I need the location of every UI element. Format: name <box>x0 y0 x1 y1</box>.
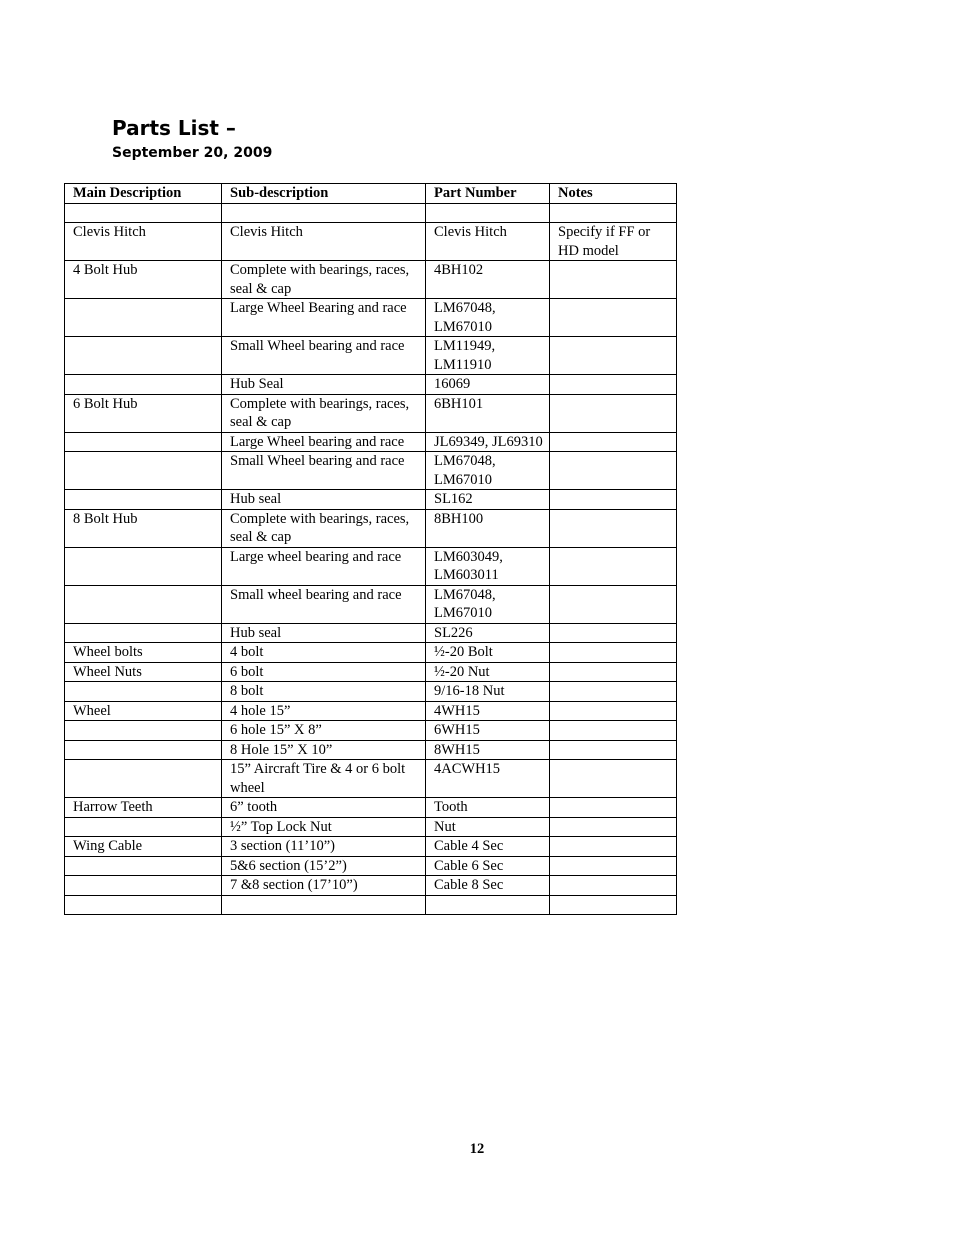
cell-notes <box>550 203 677 223</box>
cell-notes <box>550 375 677 395</box>
cell-sub-description: Complete with bearings, races, seal & cap <box>222 509 426 547</box>
cell-part-number: 4BH102 <box>426 261 550 299</box>
cell-main-description: Clevis Hitch <box>65 223 222 261</box>
table-header-row <box>65 184 677 204</box>
cell-part-number: 9/16-18 Nut <box>426 682 550 702</box>
cell-main-description <box>65 337 222 375</box>
table-row <box>65 798 677 818</box>
table-row <box>65 682 677 702</box>
cell-notes <box>550 798 677 818</box>
cell-main-description <box>65 817 222 837</box>
table-row <box>65 721 677 741</box>
cell-sub-description: Small Wheel bearing and race <box>222 452 426 490</box>
cell-notes <box>550 547 677 585</box>
cell-part-number: JL69349, JL69310 <box>426 432 550 452</box>
cell-part-number: ½-20 Nut <box>426 662 550 682</box>
table-row <box>65 452 677 490</box>
cell-main-description <box>65 452 222 490</box>
table-row <box>65 432 677 452</box>
cell-main-description <box>65 623 222 643</box>
cell-notes <box>550 643 677 663</box>
header-main-description: Main Description <box>65 184 222 204</box>
page-date: September 20, 2009 <box>112 145 273 161</box>
cell-notes: Specify if FF or HD model <box>550 223 677 261</box>
cell-part-number: 4WH15 <box>426 701 550 721</box>
table-row <box>65 876 677 896</box>
cell-sub-description: Large Wheel Bearing and race <box>222 299 426 337</box>
cell-notes <box>550 740 677 760</box>
cell-notes <box>550 261 677 299</box>
cell-main-description <box>65 299 222 337</box>
cell-main-description: 8 Bolt Hub <box>65 509 222 547</box>
table-row <box>65 643 677 663</box>
cell-sub-description: Hub Seal <box>222 375 426 395</box>
cell-notes <box>550 895 677 915</box>
page-number: 12 <box>469 1141 485 1157</box>
cell-sub-description: Hub seal <box>222 490 426 510</box>
cell-part-number: ½-20 Bolt <box>426 643 550 663</box>
cell-main-description <box>65 375 222 395</box>
cell-sub-description: 6” tooth <box>222 798 426 818</box>
cell-sub-description: 4 bolt <box>222 643 426 663</box>
parts-table <box>64 183 677 915</box>
cell-sub-description: 6 hole 15” X 8” <box>222 721 426 741</box>
cell-notes <box>550 299 677 337</box>
cell-main-description: Wing Cable <box>65 837 222 857</box>
cell-notes <box>550 760 677 798</box>
cell-main-description <box>65 547 222 585</box>
cell-part-number: 8BH100 <box>426 509 550 547</box>
cell-main-description <box>65 856 222 876</box>
cell-part-number: Cable 6 Sec <box>426 856 550 876</box>
cell-part-number: Cable 4 Sec <box>426 837 550 857</box>
cell-part-number: 16069 <box>426 375 550 395</box>
cell-part-number: LM67048, LM67010 <box>426 585 550 623</box>
cell-part-number <box>426 203 550 223</box>
cell-part-number: SL226 <box>426 623 550 643</box>
cell-main-description <box>65 760 222 798</box>
cell-notes <box>550 856 677 876</box>
cell-notes <box>550 701 677 721</box>
cell-notes <box>550 721 677 741</box>
cell-notes <box>550 432 677 452</box>
header-part-number: Part Number <box>426 184 550 204</box>
table-row <box>65 261 677 299</box>
table-row <box>65 740 677 760</box>
cell-part-number: LM11949, LM11910 <box>426 337 550 375</box>
table-row <box>65 662 677 682</box>
cell-sub-description: 6 bolt <box>222 662 426 682</box>
cell-part-number: LM67048, LM67010 <box>426 299 550 337</box>
table-row <box>65 394 677 432</box>
cell-sub-description: 3 section (11’10”) <box>222 837 426 857</box>
cell-sub-description: Small wheel bearing and race <box>222 585 426 623</box>
cell-part-number: LM67048, LM67010 <box>426 452 550 490</box>
cell-notes <box>550 837 677 857</box>
table-row <box>65 547 677 585</box>
cell-main-description: 4 Bolt Hub <box>65 261 222 299</box>
cell-notes <box>550 623 677 643</box>
cell-main-description <box>65 585 222 623</box>
table-row <box>65 837 677 857</box>
table-row <box>65 856 677 876</box>
cell-notes <box>550 394 677 432</box>
cell-sub-description: Complete with bearings, races, seal & cap <box>222 394 426 432</box>
cell-main-description: Wheel Nuts <box>65 662 222 682</box>
cell-sub-description: Complete with bearings, races, seal & cap <box>222 261 426 299</box>
cell-part-number: 6BH101 <box>426 394 550 432</box>
cell-main-description <box>65 876 222 896</box>
table-row <box>65 490 677 510</box>
cell-part-number <box>426 895 550 915</box>
table-body <box>65 203 677 915</box>
cell-sub-description: Hub seal <box>222 623 426 643</box>
header-notes: Notes <box>550 184 677 204</box>
table-row <box>65 337 677 375</box>
cell-part-number: Clevis Hitch <box>426 223 550 261</box>
cell-main-description: Harrow Teeth <box>65 798 222 818</box>
table-row <box>65 701 677 721</box>
cell-part-number: 6WH15 <box>426 721 550 741</box>
cell-part-number: 8WH15 <box>426 740 550 760</box>
cell-sub-description: 7 &8 section (17’10”) <box>222 876 426 896</box>
table-row <box>65 623 677 643</box>
cell-main-description: Wheel bolts <box>65 643 222 663</box>
cell-main-description <box>65 682 222 702</box>
table-row <box>65 223 677 261</box>
cell-part-number: Tooth <box>426 798 550 818</box>
cell-sub-description: 4 hole 15” <box>222 701 426 721</box>
cell-main-description <box>65 895 222 915</box>
cell-notes <box>550 682 677 702</box>
cell-main-description <box>65 203 222 223</box>
cell-sub-description: 5&6 section (15’2”) <box>222 856 426 876</box>
cell-notes <box>550 585 677 623</box>
cell-main-description <box>65 432 222 452</box>
cell-main-description <box>65 740 222 760</box>
cell-main-description <box>65 490 222 510</box>
cell-sub-description: 8 Hole 15” X 10” <box>222 740 426 760</box>
cell-main-description: Wheel <box>65 701 222 721</box>
cell-notes <box>550 490 677 510</box>
cell-notes <box>550 452 677 490</box>
cell-notes <box>550 817 677 837</box>
cell-sub-description <box>222 203 426 223</box>
cell-sub-description: ½” Top Lock Nut <box>222 817 426 837</box>
cell-sub-description: Small Wheel bearing and race <box>222 337 426 375</box>
cell-main-description: 6 Bolt Hub <box>65 394 222 432</box>
table-row <box>65 375 677 395</box>
cell-sub-description: Clevis Hitch <box>222 223 426 261</box>
cell-notes <box>550 876 677 896</box>
table-row <box>65 203 677 223</box>
cell-sub-description: 8 bolt <box>222 682 426 702</box>
cell-part-number: 4ACWH15 <box>426 760 550 798</box>
table-row <box>65 509 677 547</box>
cell-part-number: Cable 8 Sec <box>426 876 550 896</box>
cell-notes <box>550 337 677 375</box>
table-row <box>65 817 677 837</box>
cell-sub-description: Large wheel bearing and race <box>222 547 426 585</box>
table-row <box>65 585 677 623</box>
cell-part-number: Nut <box>426 817 550 837</box>
cell-notes <box>550 662 677 682</box>
cell-sub-description: Large Wheel bearing and race <box>222 432 426 452</box>
cell-sub-description: 15” Aircraft Tire & 4 or 6 bolt wheel <box>222 760 426 798</box>
table-row <box>65 299 677 337</box>
cell-notes <box>550 509 677 547</box>
cell-main-description <box>65 721 222 741</box>
cell-part-number: LM603049, LM603011 <box>426 547 550 585</box>
page-title: Parts List – <box>112 116 236 140</box>
cell-part-number: SL162 <box>426 490 550 510</box>
header-sub-description: Sub-description <box>222 184 426 204</box>
table-row <box>65 895 677 915</box>
table-row <box>65 760 677 798</box>
cell-sub-description <box>222 895 426 915</box>
